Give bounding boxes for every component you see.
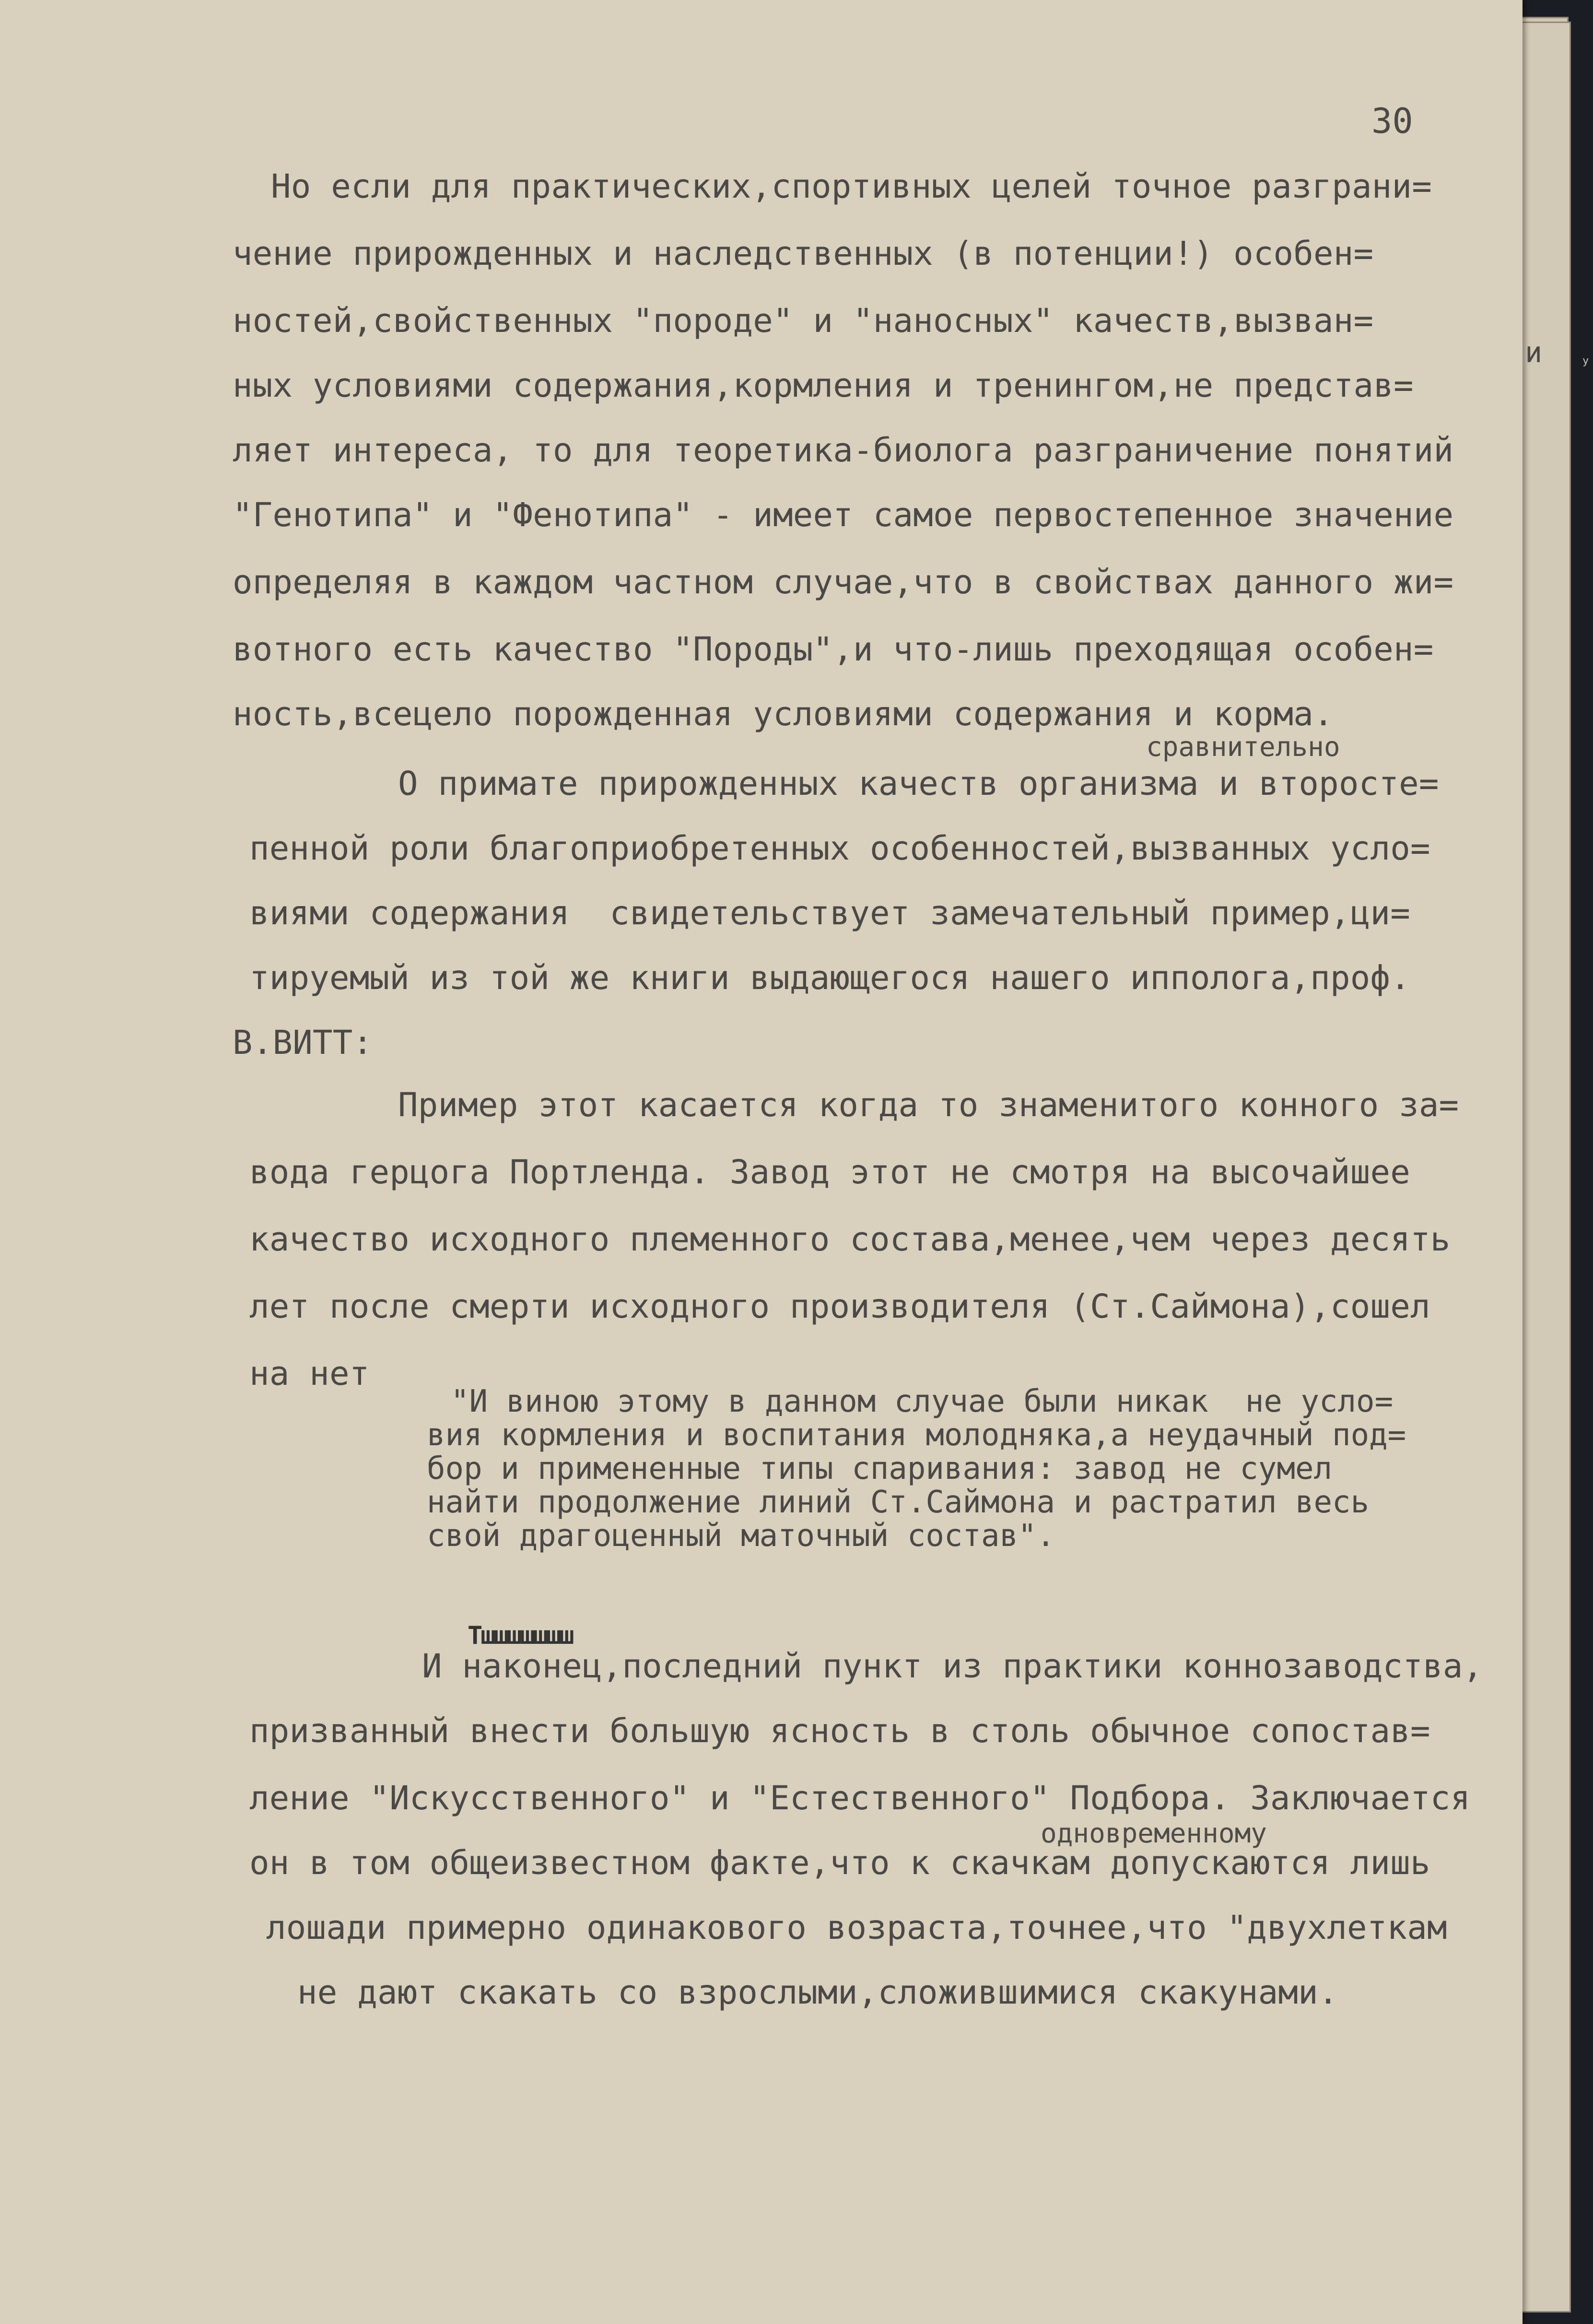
text-line: лошади примерно одинакового возраста,точнее,что "двухлеткам [266,1909,1447,1947]
struck-out-text: Тшшшшшшш [468,1621,573,1650]
text-line: он в том общеизвестном факте,что к скачкам допускаются лишь [249,1844,1430,1882]
margin-mark: и [1525,336,1543,369]
text-line: Но если для практических,спортивных целей точное разграни= [271,167,1432,206]
quote-line: бор и примененные типы спаривания: завод не сумел [427,1451,1333,1486]
handwritten-insert: сравнительно [1146,731,1340,763]
text-line: виями содержания свидетельствует замечательный пример,ци= [249,894,1411,932]
quote-line: найти продолжение линий Ст.Саймона и растратил весь [427,1485,1370,1520]
text-line: О примате прирожденных качеств организма и второсте= [398,765,1439,803]
quote-line: вия кормления и воспитания молодняка,а неудачный под= [427,1417,1406,1453]
text-line: не дают скакать со взрослыми,сложившимися скакунами. [297,1973,1338,2012]
page-number: 30 [1371,101,1413,141]
text-line: Пример этот касается когда то знаменитого конного за= [398,1086,1459,1124]
text-line: призванный внести большую ясность в столь обычное сопостав= [249,1712,1430,1750]
quote-line: "И виною этому в данном случае были никак не усло= [451,1384,1394,1419]
edge-mark: у [1582,355,1589,367]
text-line: В.ВИТТ: [233,1024,373,1062]
text-line: ность,всецело порожденная условиями содержания и корма. [233,695,1334,733]
text-line: на нет [249,1355,370,1393]
text-line: И наконец,последний пункт из практики коннозаводства, [422,1647,1483,1686]
text-line: лет после смерти исходного производителя (Ст.Саймона),сошел [249,1287,1430,1326]
text-line: тируемый из той же книги выдающегося нашего иппологa,проф. [249,959,1411,997]
text-line: ляет интереса, то для теоретика-биолога разграничение понятий [233,431,1454,470]
text-line: ных условиями содержания,кормления и тренингом,не представ= [233,366,1414,405]
quote-line: свой драгоценный маточный состав". [427,1518,1055,1554]
text-line: чение прирожденных и наследственных (в потенции!) особен= [233,235,1374,273]
text-line: ление "Искусственного" и "Естественного" Подбора. Заключается [249,1779,1471,1817]
text-line: пенной роли благоприобретенных особенностей,вызванных усло= [249,829,1430,868]
text-line: определяя в каждом частном случае,что в свойствах данного жи= [233,563,1454,602]
text-line: "Генотипа" и "Фенотипа" - имеет самое первостепенное значение [233,496,1454,534]
text-line: вотного есть качество "Породы",и что-лишь преходящая особен= [233,630,1434,669]
text-line: ностей,свойственных "породе" и "наносных" качеств,вызван= [233,302,1374,340]
text-line: вода герцога Портленда. Завод этот не смотря на высочайшее [249,1153,1411,1191]
handwritten-insert: одновременному [1041,1818,1267,1849]
text-line: качество исходного племенного состава,менее,чем через десять [249,1220,1451,1259]
